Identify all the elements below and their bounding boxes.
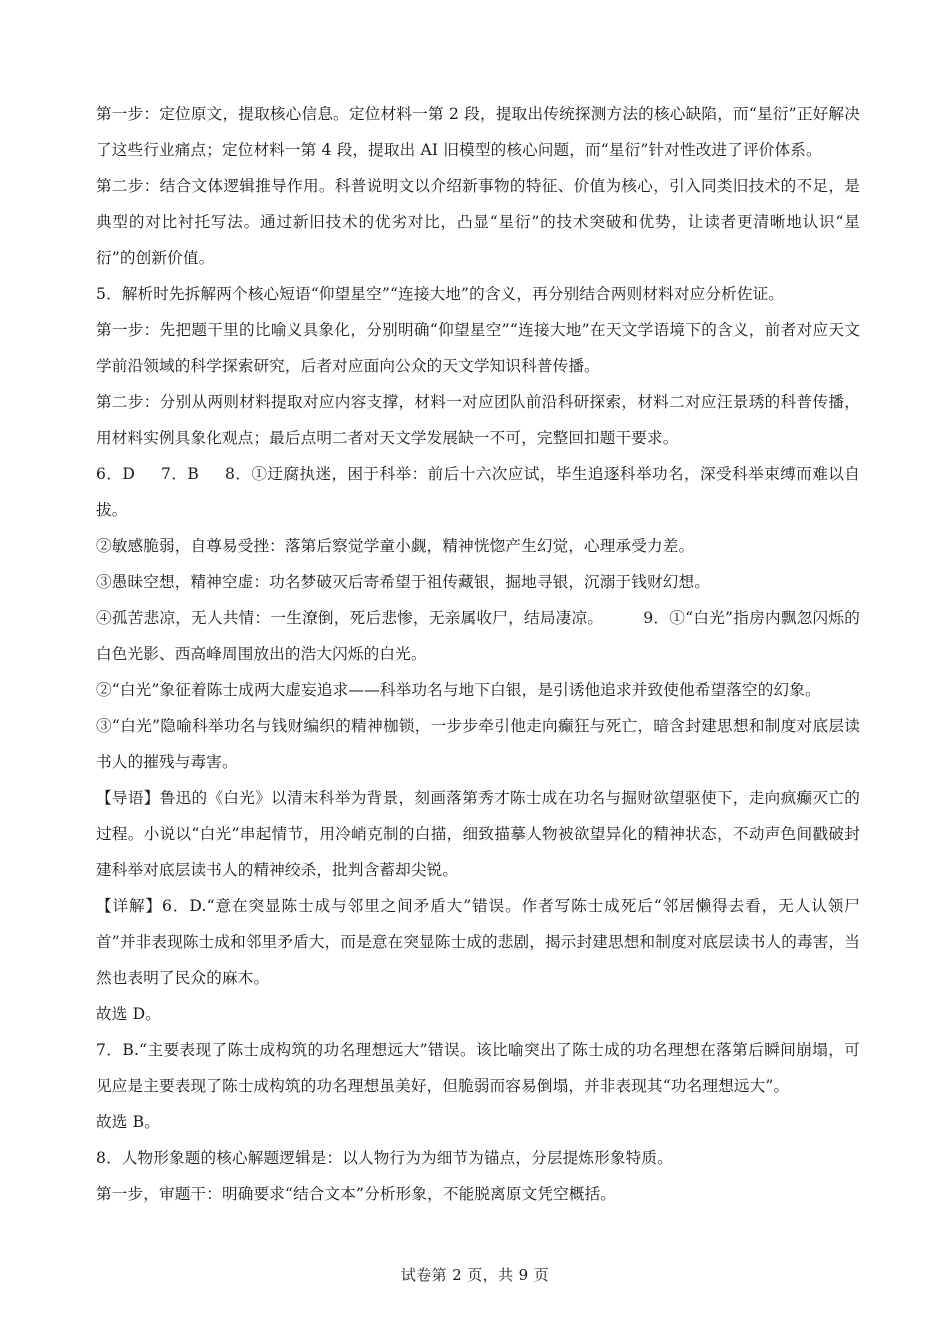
page-content: [96, 96, 860, 1212]
page-footer: 试卷第 2 页，共 9 页: [400, 1266, 550, 1284]
paragraph-choose-b: 故选 B。: [96, 1113, 160, 1131]
paragraph-detail-q8: 8．人物形象题的核心解题逻辑是：以人物行为为细节为锚点，分层提炼形象特质。: [96, 1149, 673, 1167]
paragraph-q8-point4-q9: [96, 600, 860, 672]
q8-point4: ④孤苦悲凉，无人共情：一生潦倒，死后悲惨，无亲属收尸，结局凄凉。: [96, 609, 604, 627]
paragraph-detail-q6: 【详解】6．D.“意在突显陈士成与邻里之间矛盾大”错误。作者写陈士成死后“邻居懒得去看，无人认领尸首”并非表现陈士成和邻里矛盾大，而是意在突显陈士成的悲剧，揭示封建思想和制度对底层读书人的毒害，当然也表明了民众的麻木。: [96, 897, 860, 987]
paragraph-q9-point3: ③“白光”隐喻科举功名与钱财编织的精神枷锁，一步步牵引他走向癫狂与死亡，暗含封建思想和制度对底层读书人的摧残与毒害。: [96, 717, 860, 771]
paragraph-q5: 5．解析时先拆解两个核心短语“仰望星空”“连接大地”的含义，再分别结合两则材料对应分析佐证。: [96, 285, 785, 303]
paragraph-q8-point3: ③愚昧空想，精神空虚：功名梦破灭后寄希望于祖传藏银，掘地寻银，沉溺于钱财幻想。: [96, 573, 711, 591]
answer-q7: 7．B: [161, 465, 200, 483]
paragraph-q8-step1: 第一步，审题干：明确要求“结合文本”分析形象，不能脱离原文凭空概括。: [96, 1185, 617, 1203]
answer-q6: 6．D: [96, 465, 136, 483]
paragraph-answers-6-7-8: [96, 456, 860, 528]
answer-q8: 8．①迂腐执迷，困于科举：前后十六次应试，毕生追逐科举功名，深受科举束缚而难以自拔。: [96, 465, 860, 519]
paragraph-step2: 第二步：结合文体逻辑推导作用。科普说明文以介绍新事物的特征、价值为核心，引入同类旧技术的不足，是典型的对比衬托写法。通过新旧技术的优劣对比，凸显“星衍”的技术突破和优势，让读者更清晰地认识“星衍”的创新价值。: [96, 177, 860, 267]
paragraph-detail-q7: 7．B.“主要表现了陈士成构筑的功名理想远大”错误。该比喻突出了陈士成的功名理想在落第后瞬间崩塌，可见应是主要表现了陈士成构筑的功名理想虽美好，但脆弱而容易倒塌，并非表现其“功名理想远大”。: [96, 1041, 860, 1095]
paragraph-q9-point2: ②“白光”象征着陈士成两大虚妄追求——科举功名与地下白银，是引诱他追求并致使他希望落空的幻象。: [96, 681, 821, 699]
paragraph-q5-step2: 第二步：分别从两则材料提取对应内容支撑，材料一对应团队前沿科研探索，材料二对应汪景琇的科普传播，用材料实例具象化观点；最后点明二者对天文学发展缺一不可，完整回扣题干要求。: [96, 393, 860, 447]
paragraph-step1: 第一步：定位原文，提取核心信息。定位材料一第 2 段，提取出传统探测方法的核心缺陷，而“星衍”正好解决了这些行业痛点；定位材料一第 4 段，提取出 AI 旧模型的核心问题，而“星衍”针对性改进了评价体系。: [96, 105, 860, 159]
paragraph-q5-step1: 第一步：先把题干里的比喻义具象化，分别明确“仰望星空”“连接大地”在天文学语境下的含义，前者对应天文学前沿领域的科学探索研究，后者对应面向公众的天文学知识科普传播。: [96, 321, 860, 375]
paragraph-choose-d: 故选 D。: [96, 1005, 161, 1023]
paragraph-q8-point2: ②敏感脆弱，自尊易受挫：落第后察觉学童小觑，精神恍惚产生幻觉，心理承受力差。: [96, 537, 695, 555]
paragraph-intro: 【导语】鲁迅的《白光》以清末科举为背景，刻画落第秀才陈士成在功名与掘财欲望驱使下，走向疯癫灭亡的过程。小说以“白光”串起情节，用冷峭克制的白描，细致描摹人物被欲望异化的精神状态，不动声色间戳破封建科举对底层读书人的精神绞杀，批判含蓄却尖锐。: [96, 789, 860, 879]
answer-q9: 9．①“白光”指房内飘忽闪烁的白色光影、西高峰周围放出的浩大闪烁的白光。: [96, 609, 860, 663]
